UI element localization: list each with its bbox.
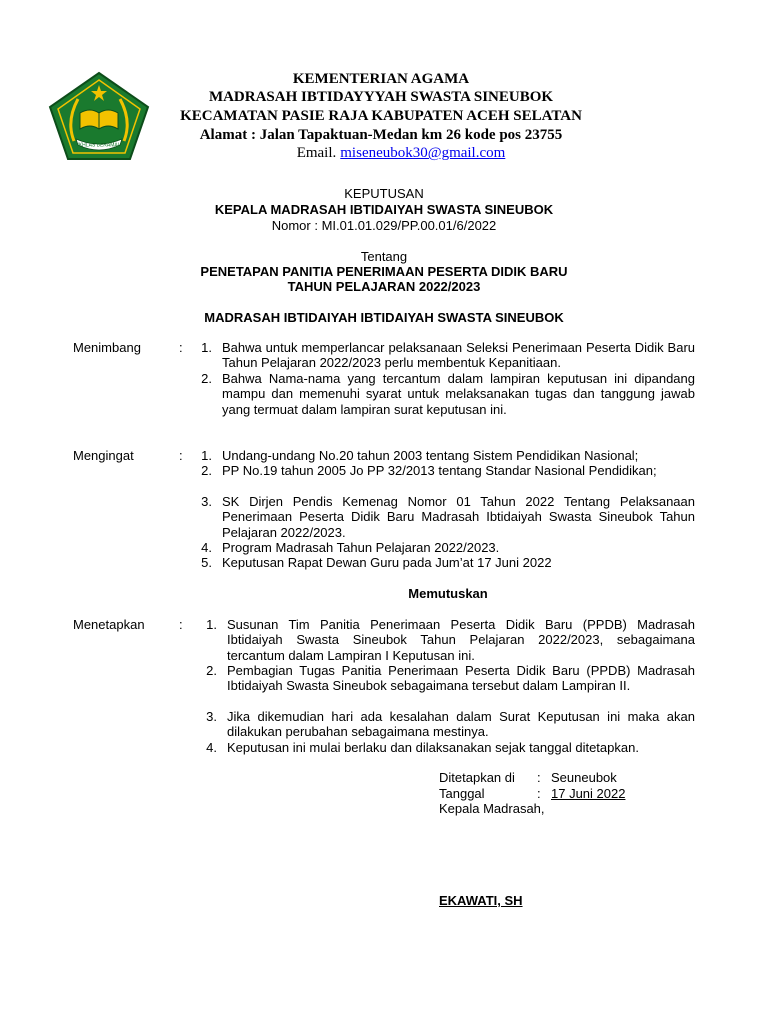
item-number: 2. — [206, 663, 217, 678]
district-name: KECAMATAN PASIE RAJA KABUPATEN ACEH SELATAN — [180, 108, 582, 124]
item-number: 2. — [201, 463, 212, 478]
date-value: 17 Juni 2022 — [551, 786, 626, 801]
menetapkan-label: Menetapkan — [73, 617, 145, 632]
decree-number: Nomor : MI.01.01.029/PP.00.01/6/2022 — [271, 218, 497, 233]
item-number: 3. — [206, 709, 217, 724]
memutuskan-heading: Memutuskan — [408, 586, 488, 601]
signer-name: EKAWATI, SH — [439, 893, 523, 908]
item-text: PP No.19 tahun 2005 Jo PP 32/2013 tentang Standar Nasional Pendidikan; — [222, 463, 657, 478]
mengingat-label: Mengingat — [73, 448, 134, 463]
mengingat-item — [190, 494, 695, 540]
decree-heading: KEPUTUSAN — [344, 186, 424, 201]
item-number: 1. — [201, 340, 212, 355]
email-label: Email. — [296, 145, 337, 161]
menimbang-label: Menimbang — [73, 340, 141, 355]
decree-issuer: KEPALA MADRASAH IBTIDAIYAH SWASTA SINEUBOK — [214, 202, 554, 217]
place-value: Seuneubok — [551, 770, 617, 785]
item-text: Bahwa Nama-nama yang tercantum dalam lampiran keputusan ini dipandang mampu dan memenuhi syarat untuk melaksanakan tugas dan tanggung jawab yang termuat dalam lampiran surat keputusan ini. — [222, 371, 695, 417]
mengingat-item — [190, 555, 695, 570]
date-colon: : — [537, 786, 541, 801]
item-text: Jika dikemudian hari ada kesalahan dalam Surat Keputusan ini maka akan dilakukan perubahan sebagaimana mestinya. — [227, 709, 695, 740]
item-text: Keputusan ini mulai berlaku dan dilaksanakan sejak tanggal ditetapkan. — [227, 740, 639, 755]
item-text: Program Madrasah Tahun Pelajaran 2022/2023. — [222, 540, 500, 555]
item-number: 4. — [201, 540, 212, 555]
item-text: Pembagian Tugas Panitia Penerimaan Peserta Didik Baru (PPDB) Madrasah Ibtidaiyah Swasta Sineubok sebagaimana tersebut dalam Lampiran II. — [227, 663, 695, 694]
date-label: Tanggal — [439, 786, 485, 801]
item-number: 5. — [201, 555, 212, 570]
signer-role: Kepala Madrasah, — [439, 801, 545, 816]
address: Alamat : Jalan Tapaktuan-Medan km 26 kode pos 23755 — [199, 127, 563, 143]
school-name: MADRASAH IBTIDAYYYAH SWASTA SINEUBOK — [208, 89, 554, 105]
menimbang-item — [190, 340, 695, 371]
place-label: Ditetapkan di — [439, 770, 515, 785]
logo-motto: IKHLAS BERAMAL — [77, 142, 121, 149]
place-colon: : — [537, 770, 541, 785]
email-link[interactable]: miseneubok30@gmail.com — [340, 145, 506, 161]
item-number: 3. — [201, 494, 212, 509]
item-number: 4. — [206, 740, 217, 755]
item-number: 1. — [206, 617, 217, 632]
item-text: SK Dirjen Pendis Kemenag Nomor 01 Tahun 2022 Tentang Pelaksanaan Penerimaan Peserta Didik Baru Madrasah Ibtidaiyah Swasta Sineubok Tahun Pelajaran 2022/2023. — [222, 494, 695, 540]
menimbang-item — [190, 371, 695, 417]
menetapkan-item — [190, 709, 695, 740]
institution-heading: MADRASAH IBTIDAIYAH IBTIDAIYAH SWASTA SINEUBOK — [204, 310, 564, 325]
item-text: Keputusan Rapat Dewan Guru pada Jum’at 17 Juni 2022 — [222, 555, 552, 570]
about-label: Tentang — [360, 249, 408, 264]
item-text: Susunan Tim Panitia Penerimaan Peserta Didik Baru (PPDB) Madrasah Ibtidaiyah Swasta Sineubok Tahun Pelajaran 2022/2023, sebagaimana tercantum dalam Lampiran I Keputusan ini. — [227, 617, 695, 663]
mengingat-item — [190, 463, 695, 478]
menetapkan-colon: : — [179, 617, 183, 632]
item-number: 2. — [201, 371, 212, 386]
mengingat-colon: : — [179, 448, 183, 463]
decree-subject-1: PENETAPAN PANITIA PENERIMAAN PESERTA DIDIK BARU — [200, 264, 568, 279]
menetapkan-item — [190, 617, 695, 663]
item-text: Undang-undang No.20 tahun 2003 tentang Sistem Pendidikan Nasional; — [222, 448, 639, 463]
place-row — [439, 770, 617, 785]
ministry-name: KEMENTERIAN AGAMA — [292, 71, 470, 87]
menimbang-colon: : — [179, 340, 183, 355]
decree-subject-2: TAHUN PELAJARAN 2022/2023 — [287, 279, 481, 294]
email-line — [170, 144, 632, 162]
ministry-logo — [48, 71, 150, 161]
mengingat-item — [190, 448, 695, 463]
menetapkan-item — [190, 663, 695, 694]
date-row — [439, 786, 625, 801]
mengingat-item — [190, 540, 695, 555]
menetapkan-item — [190, 740, 695, 755]
item-number: 1. — [201, 448, 212, 463]
item-text: Bahwa untuk memperlancar pelaksanaan Seleksi Penerimaan Peserta Didik Baru Tahun Pelajaran 2022/2023 perlu membentuk Kepanitiaan. — [222, 340, 695, 371]
